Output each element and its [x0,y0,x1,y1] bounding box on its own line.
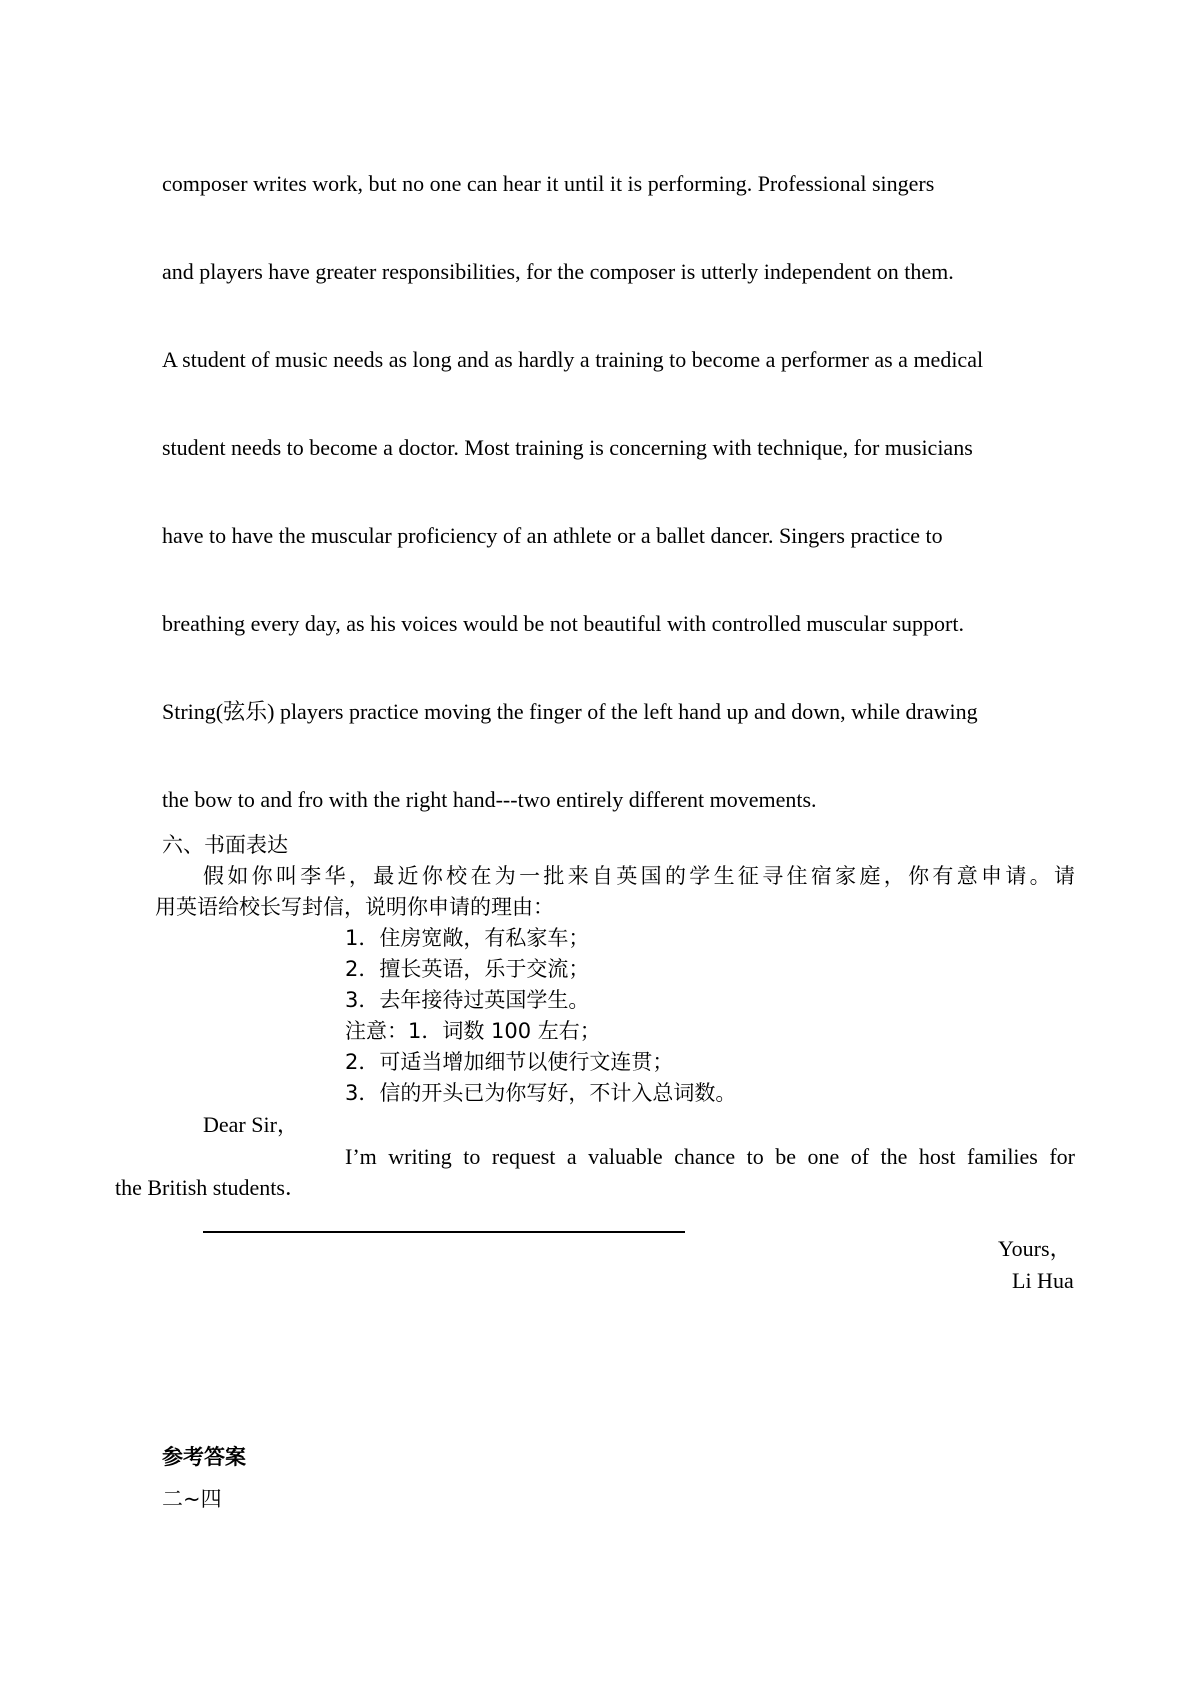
passage-line-5: have to have the muscular proficiency of an athlete or a ballet dancer. Singers practice to [162,523,943,548]
letter-signature: Li Hua [1012,1268,1074,1293]
letter-opening-line-2: the British students． [115,1175,307,1200]
passage-line-6: breathing every day, as his voices would be not beautiful with controlled muscular support. [162,611,964,636]
section-heading: 六、书面表达 [162,833,288,857]
passage-line-7: String(弦乐) players practice moving the finger of the left hand up and down, while drawing [162,699,978,724]
reason-1: 1．住房宽敞，有私家车； [345,926,590,950]
answers-range: 二~四 [162,1487,222,1511]
passage-line-3: A student of music needs as long and as hardly a training to become a performer as a medical [162,347,984,372]
letter-opening-line-1: I’m writing to request a valuable chance to be one of the host families for [345,1144,1075,1169]
note-2: 2．可适当增加细节以使行文连贯； [345,1050,674,1074]
answer-blank-line [203,1231,685,1233]
prompt-line-2: 用英语给校长写封信，说明你申请的理由： [155,895,554,919]
passage-line-2: and players have greater responsibilities, for the composer is utterly independent on them. [162,259,954,284]
letter-salutation: Dear Sir， [203,1112,299,1137]
prompt-line-1: 假如你叫李华，最近你校在为一批来自英国的学生征寻住宿家庭，你有意申请。请 [203,864,1075,888]
passage-line-1: composer writes work, but no one can hear it until it is performing. Professional singers [162,171,935,196]
letter-closing: Yours， [998,1236,1072,1261]
note-1: 注意：1．词数 100 左右； [345,1019,601,1043]
answers-heading: 参考答案 [162,1445,246,1469]
reason-3: 3．去年接待过英国学生。 [345,988,590,1012]
note-3: 3．信的开头已为你写好，不计入总词数。 [345,1081,737,1105]
passage-line-4: student needs to become a doctor. Most training is concerning with technique, for musicians [162,435,973,460]
reason-2: 2．擅长英语，乐于交流； [345,957,590,981]
passage-line-8: the bow to and fro with the right hand---two entirely different movements. [162,787,817,812]
